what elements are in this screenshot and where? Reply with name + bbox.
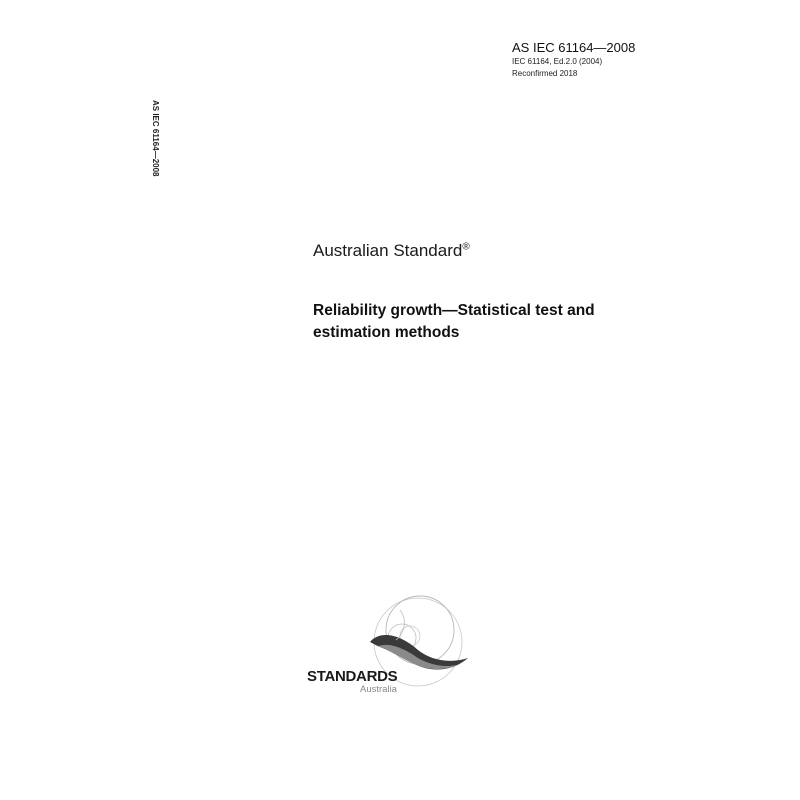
spine-label bbox=[146, 100, 162, 192]
brand-title-text: Australian Standard bbox=[313, 241, 463, 260]
registered-mark: ® bbox=[462, 241, 470, 253]
spine-designation: AS IEC 61164—2008 bbox=[151, 100, 160, 177]
document-title bbox=[313, 300, 673, 344]
header-block bbox=[512, 40, 712, 80]
standard-designation: AS IEC 61164—2008 bbox=[512, 40, 636, 55]
document-title-line-2: estimation methods bbox=[313, 324, 460, 341]
brand-title bbox=[313, 240, 470, 262]
reconfirmed-note: Reconfirmed 2018 bbox=[512, 69, 578, 78]
logo-wordmark: STANDARDS bbox=[307, 668, 398, 685]
logo-subtext: Australia bbox=[360, 684, 397, 695]
standards-australia-logo bbox=[300, 590, 480, 710]
document-title-line-1: Reliability growth—Statistical test and bbox=[313, 302, 595, 319]
iec-reference: IEC 61164, Ed.2.0 (2004) bbox=[512, 57, 603, 66]
